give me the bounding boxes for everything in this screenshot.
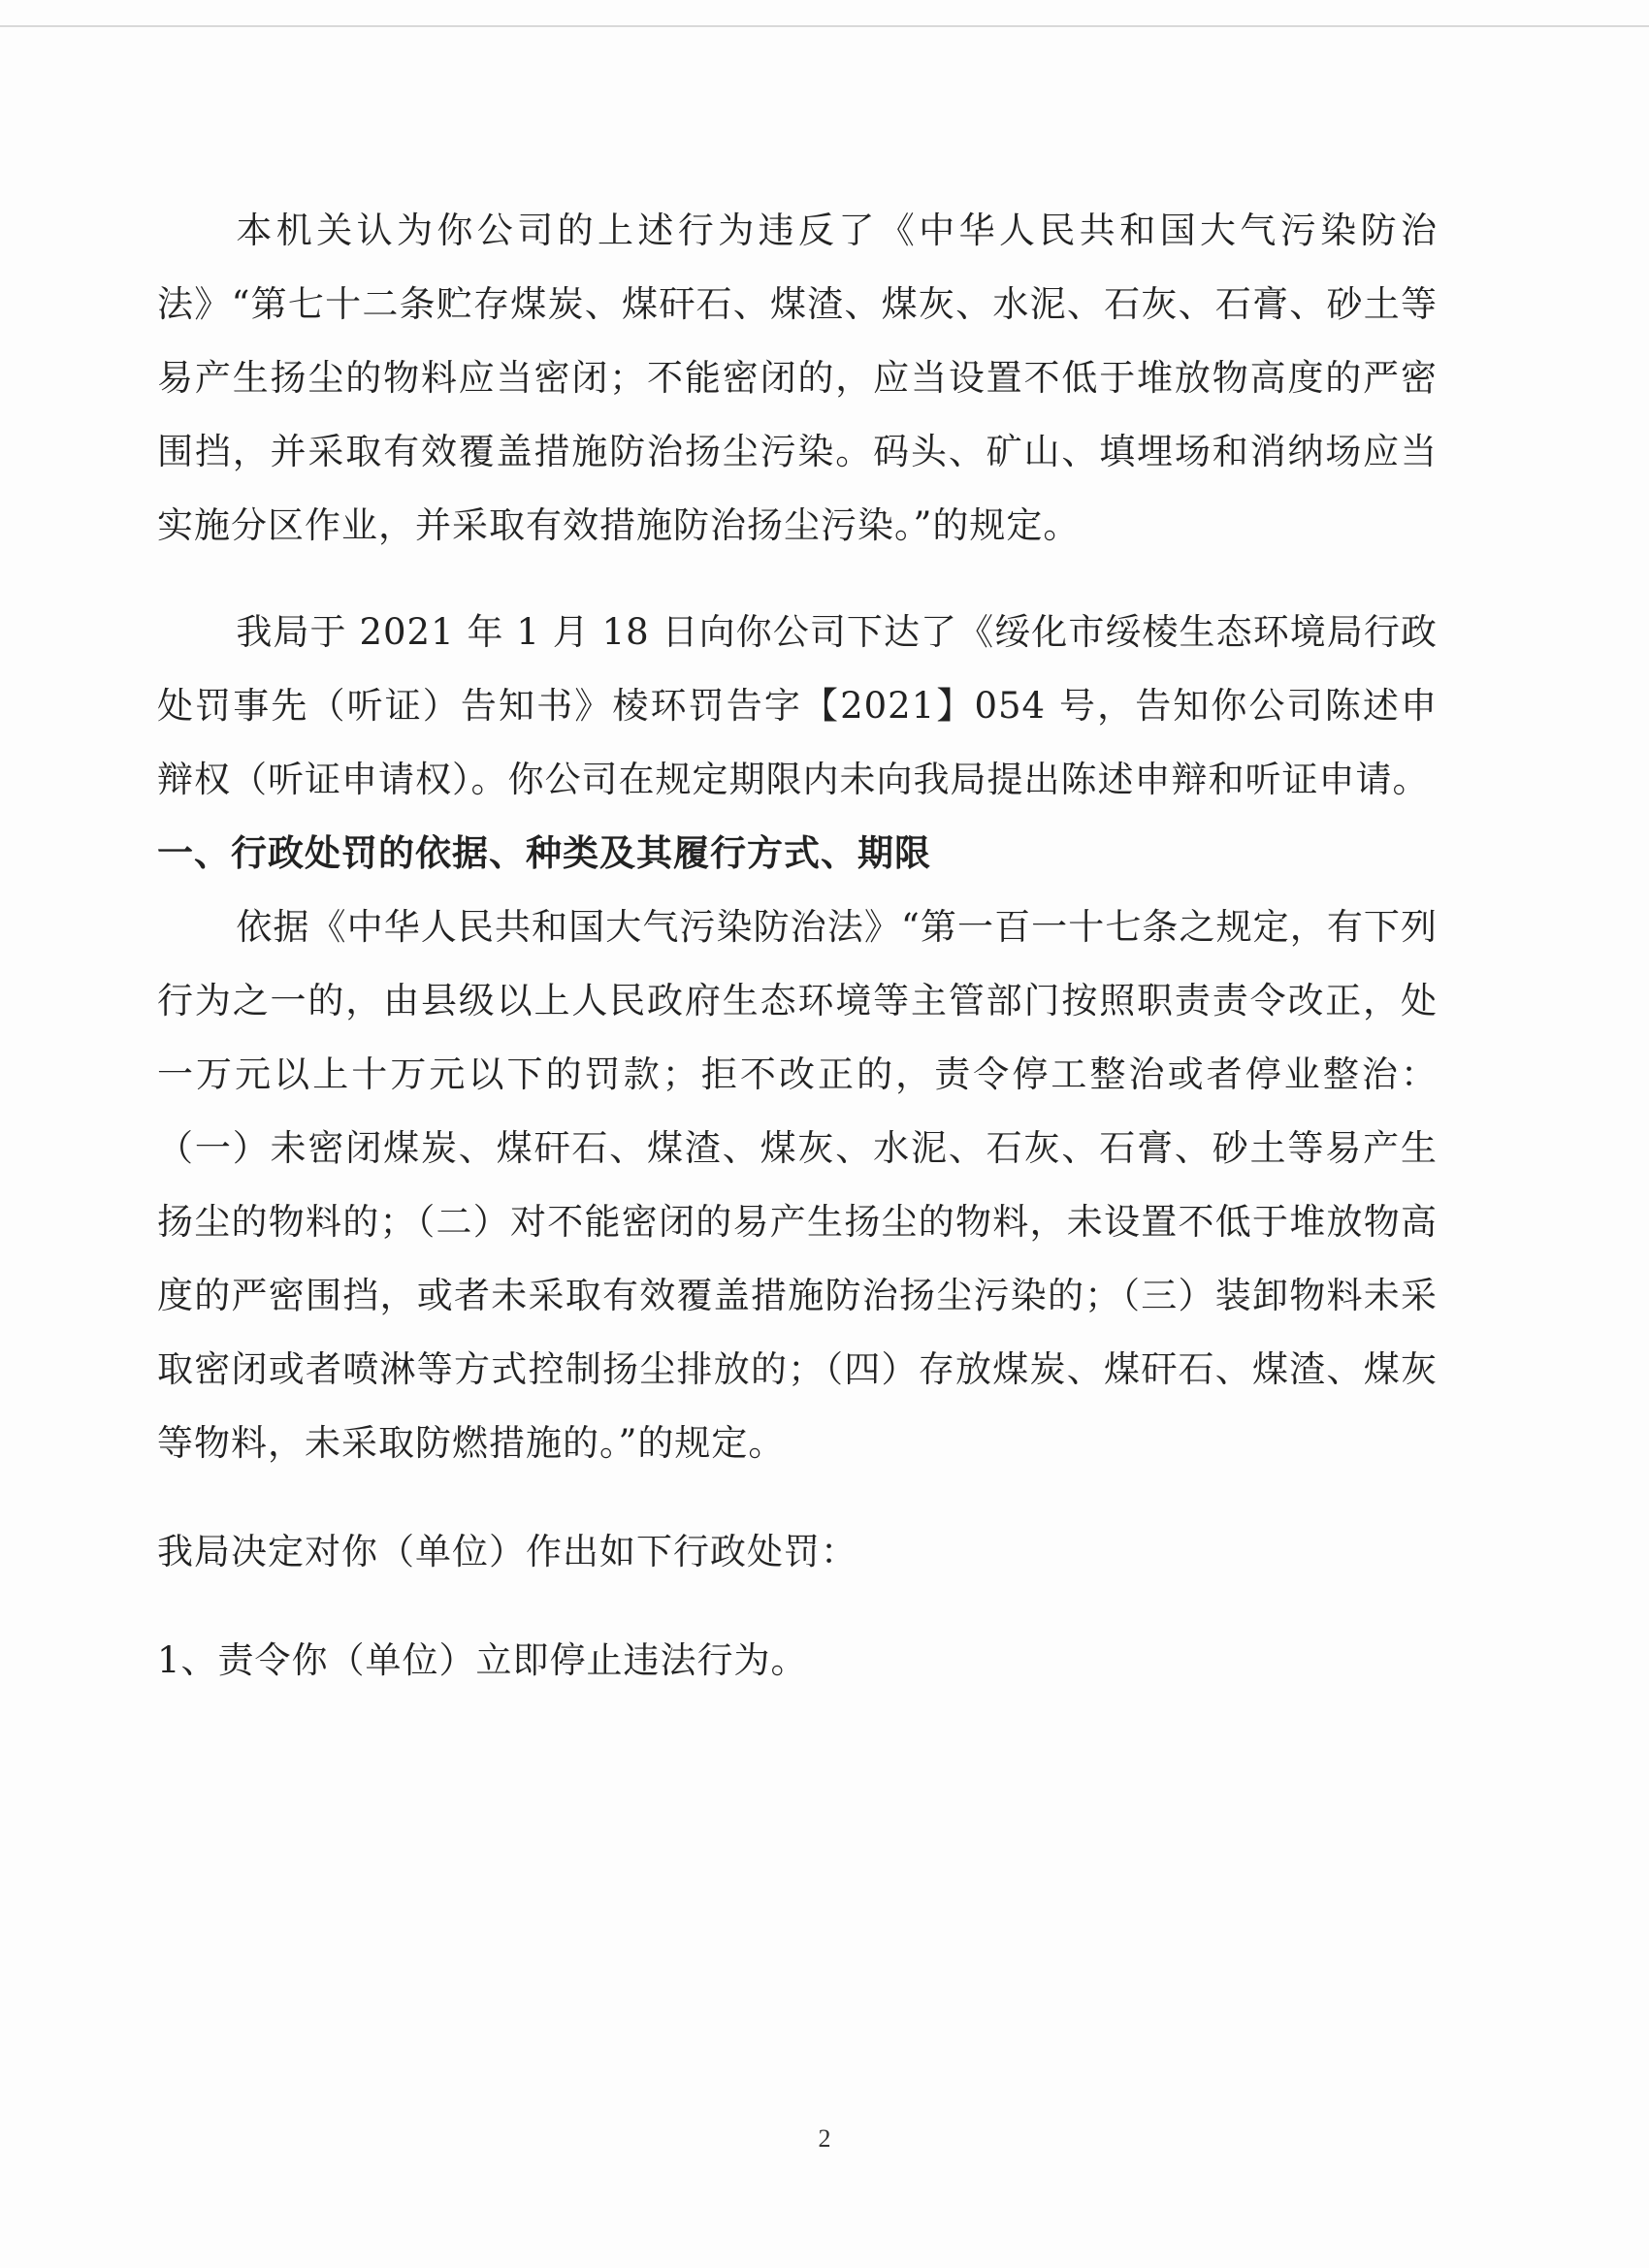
paragraph-penalty-item-1: 1、责令你（单位）立即停止违法行为。 [157, 1639, 808, 1681]
scan-edge-line [0, 25, 1649, 27]
document-body [157, 194, 1438, 1698]
paragraph-legal-basis: 依据《中华人民共和国大气污染防治法》“第一百一十七条之规定，有下列行为之一的，由县级以上人民政府生态环境等主管部门按照职责责令改正，处一万元以上十万元以下的罚款；拒不改正的，责令停工整治或者停业整治：（一）未密闭煤炭、煤矸石、煤渣、煤灰、水泥、石灰、石膏、砂土等易产生扬尘的物料的；（二）对不能密闭的易产生扬尘的物料，未设置不低于堆放物高度的严密围挡，或者未采取有效覆盖措施防治扬尘污染的；（三）装卸物料未采取密闭或者喷淋等方式控制扬尘排放的；（四）存放煤炭、煤矸石、煤渣、煤灰等物料，未采取防燃措施的。”的规定。 [157, 906, 1438, 1464]
section-heading-penalty-basis: 一、行政处罚的依据、种类及其履行方式、期限 [157, 832, 931, 874]
paragraph-decision-intro: 我局决定对你（单位）作出如下行政处罚： [157, 1531, 857, 1572]
page-number: 2 [818, 2124, 831, 2153]
paragraph-prior-notice: 我局于 2021 年 1 月 18 日向你公司下达了《绥化市绥棱生态环境局行政处罚事先（听证）告知书》棱环罚告字【2021】054 号，告知你公司陈述申辩权（听证申请权）。你公司在规定期限内未向我局提出陈述申辩和听证申请。 [157, 611, 1438, 800]
paragraph-violation-finding: 本机关认为你公司的上述行为违反了《中华人民共和国大气污染防治法》“第七十二条贮存煤炭、煤矸石、煤渣、煤灰、水泥、石灰、石膏、砂土等易产生扬尘的物料应当密闭；不能密闭的，应当设置不低于堆放物高度的严密围挡，并采取有效覆盖措施防治扬尘污染。码头、矿山、填埋场和消纳场应当实施分区作业，并采取有效措施防治扬尘污染。”的规定。 [157, 210, 1438, 546]
